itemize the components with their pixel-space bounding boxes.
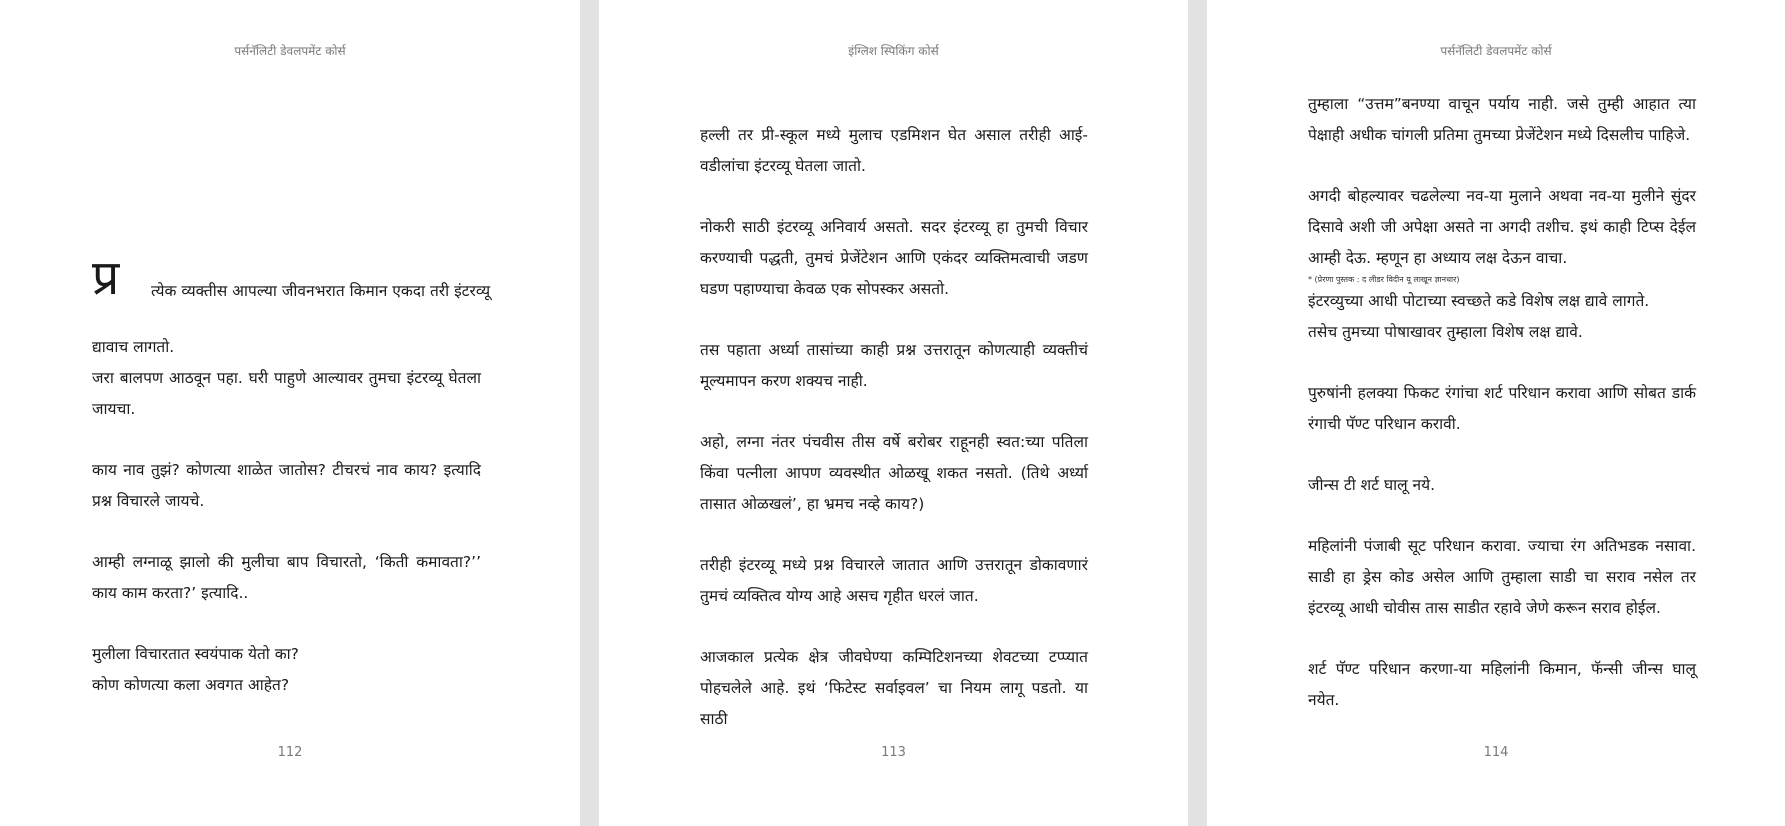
paragraph: आजकाल प्रत्येक क्षेत्र जीवघेण्या कम्पिटिशनच्या शेवटच्या टप्प्यात पोहचलेले आहे. इथं ‘फिटेस्ट सर्वाइवल’ चा नियम लागू पडतो. या साठी [700, 648, 1088, 728]
paragraph: महिलांनी पंजाबी सूट परिधान करावा. ज्याचा रंग अतिभडक नसावा. साडी हा ड्रेस कोड असेल आणि तुम्हाला साडी चा सराव नसेल तर इंटरव्यू आधी चोवीस तास साडीत रहावे जेणे करून सराव होईल. [1308, 537, 1696, 617]
paragraph: अहो, लग्ना नंतर पंचवीस तीस वर्षे बरोबर राहूनही स्वत:च्या पतिला किंवा पत्नीला आपण व्यवस्थीत ओळखू शकत नसतो. (तिथे अर्ध्या तासात ओळखलं’, हा भ्रमच नव्हे काय?) [700, 433, 1088, 513]
paragraph: जरा बालपण आठवून पहा. घरी पाहुणे आल्यावर तुमचा इंटरव्यू घेतला जायचा. [92, 369, 481, 418]
page-header: पर्सनॅलिटी डेवलपमेंट कोर्स [234, 44, 346, 58]
paragraph: इंटरव्युच्या आधी पोटाच्या स्वच्छते कडे विशेष लक्ष द्यावे लागते. [1308, 292, 1650, 310]
paragraph: मुलीला विचारतात स्वयंपाक येतो का? [92, 645, 299, 663]
page-body [1308, 89, 1696, 716]
page-number: 112 [277, 745, 303, 760]
page-header: इंग्लिश स्पिकिंग कोर्स [848, 44, 939, 58]
paragraph: तस पहाता अर्ध्या तासांच्या काही प्रश्न उत्तरातून कोणत्याही व्यक्तीचं मूल्यमापन करण शक्यच नाही. [700, 341, 1088, 390]
page-header: पर्सनॅलिटी डेवलपमेंट कोर्स [1440, 44, 1552, 58]
paragraph: तरीही इंटरव्यू मध्ये प्रश्न विचारले जातात आणि उत्तरातून डोकावणारं तुमचं व्यक्तित्व योग्य आहे असच गृहीत धरलं जात. [700, 556, 1088, 605]
page-113 [599, 0, 1188, 826]
page-112 [0, 0, 580, 826]
paragraph: नोकरी साठी इंटरव्यू अनिवार्य असतो. सदर इंटरव्यू हा तुमची विचार करण्याची पद्धती, तुमचं प्रेजेंटेशन आणि एकंदर व्यक्तिमत्वाची जडण घडण पहाण्याचा केवळ एक सोपस्कर असतो. [700, 218, 1088, 298]
page-number: 113 [881, 745, 906, 760]
paragraph: अगदी बोहल्यावर चढलेल्या नव-या मुलाने अथवा नव-या मुलीने सुंदर दिसावे अशी जी अपेक्षा असते ना अगदी तशीच. इथं काही टिप्स देईल आम्ही देऊ. म्हणून हा अध्याय लक्ष देऊन वाचा. [1308, 187, 1696, 267]
page-body [700, 120, 1088, 735]
paragraph: आम्ही लग्नाळू झालो की मुलीचा बाप विचारतो, ‘किती कमावता?’’ काय काम करता?’ इत्यादि.. [92, 553, 481, 602]
page-number: 114 [1483, 745, 1509, 760]
paragraph: पुरुषांनी हलक्या फिकट रंगांचा शर्ट परिधान करावा आणि सोबत डार्क रंगाची पॅण्ट परिधान करावी. [1308, 384, 1696, 433]
drop-cap: प्र [92, 250, 120, 306]
page-body [92, 332, 481, 701]
paragraph: काय नाव तुझं? कोणत्या शाळेत जातोस? टीचरचं नाव काय? इत्यादि प्रश्न विचारले जायचे. [92, 461, 481, 510]
paragraph: हल्ली तर प्री-स्कूल मध्ये मुलाच एडमिशन घेत असाल तरीही आई-वडीलांचा इंटरव्यू घेतला जातो. [700, 126, 1088, 175]
footnote: * (प्रेरणा पुस्तक : द लीडर विदीन यू लाखून ज्ञानधार) [1308, 275, 1460, 284]
opening-line-text: त्येक व्यक्तीस आपल्या जीवनभरात किमान एकदा तरी इंटरव्यू [151, 282, 491, 300]
opening-line [92, 252, 492, 312]
page-114 [1207, 0, 1785, 826]
paragraph: तसेच तुमच्या पोषाखावर तुम्हाला विशेष लक्ष द्यावे. [1308, 323, 1583, 341]
paragraph: तुम्हाला “उत्तम”बनण्या वाचून पर्याय नाही. जसे तुम्ही आहात त्या पेक्षाही अधीक चांगली प्रतिमा तुमच्या प्रेजेंटेशन मध्ये दिसलीच पाहिजे. [1308, 95, 1696, 144]
paragraph: द्यावाच लागतो. [92, 338, 175, 356]
paragraph: कोण कोणत्या कला अवगत आहेत? [92, 676, 290, 694]
paragraph: जीन्स टी शर्ट घालू नये. [1308, 476, 1436, 494]
paragraph: शर्ट पॅण्ट परिधान करणा-या महिलांनी किमान, फॅन्सी जीन्स घालू नयेत. [1308, 660, 1696, 709]
